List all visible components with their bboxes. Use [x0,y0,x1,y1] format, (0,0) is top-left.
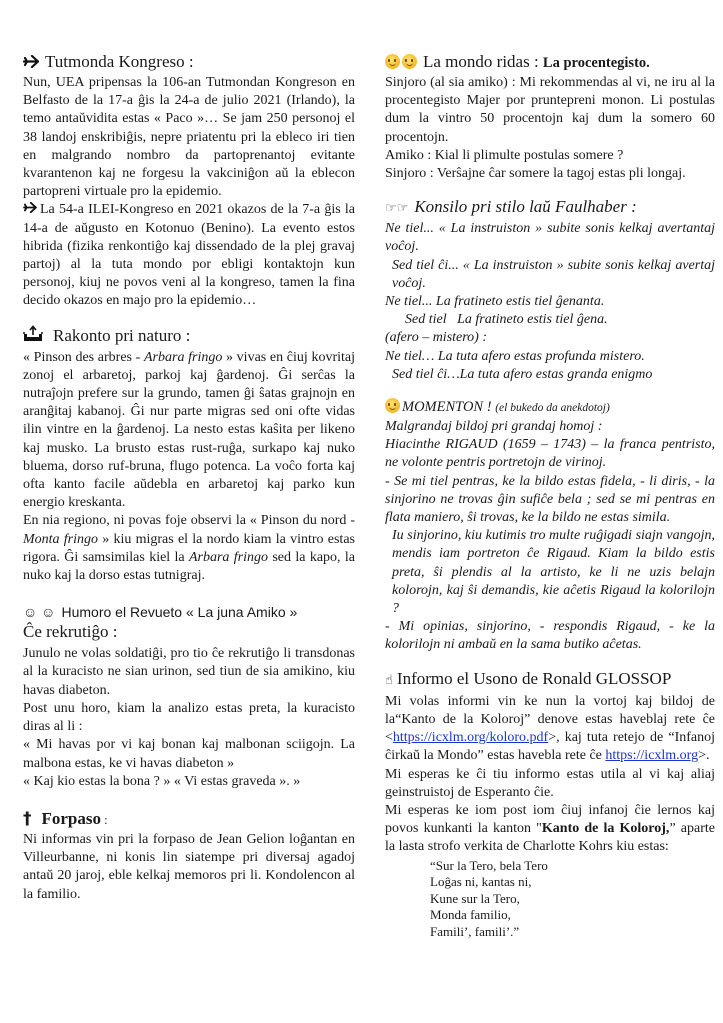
section-title: La mondo ridas : La procentegisto. [385,52,715,73]
ridas-line: Sinjoro (al sia amiko) : Mi rekommendas al vi, ne iru al la procentegisto Majer por pruntepreni monon. Li postulas dum la vintro 50 procentojn kaj dum la somero 60 procentojn. [385,75,715,145]
icxlm-site-link[interactable]: https://icxlm.org [605,748,699,764]
section-konsilo [385,197,715,384]
section-title: † Forpaso : [23,808,108,829]
poem [385,858,715,941]
poem-line: Monda familio, [430,907,511,923]
ridas-line: Sinjoro : Verŝajne ĉar somere la tagoj estas pli longaj. [385,166,686,182]
section-humoro [23,603,355,791]
momenton-line: - Se mi tiel pentras, ke la bildo estas fidela, - li diris, - la sinjorino ne trovas ĝin sufiĉe bela ; sed se mi pentras en flata maniero, ŝi trovas, ke la bildo ne estas simila. [385,473,715,526]
koloro-pdf-link[interactable]: https://icxlm.org/koloro.pdf [392,730,549,746]
humoro-header: ☺ ☺ Humoro el Revueto « La juna Amiko » [23,604,298,621]
ridas-line: Amiko : Kial li plimulte postulas somere ? [385,147,624,163]
section-naturo [23,325,355,586]
kongreso-paragraph-2: La 54-a ILEI-Kongreso en 2021 okazos de la 7-a ĝis la 14-a de aŭgusto en Kotonuo (Benino). La evento estos hibrida (fizika renkontiĝo kaj dissendado de la plej gravaj partoj) al la tuta mondo por ebligi kontaktojn kun personoj, kiuj ne povos veni al la kongreso, tamen la fina decido okazos en majo pro la epidemio… [23,202,355,309]
section-title: MOMENTON ! (el bukedo da anekdotoj) [385,398,715,418]
humoro-line: « Kaj kio estas la bona ? » « Vi estas graveda ». » [23,773,301,789]
kongreso-paragraph-1: Nun, UEA pripensas la 106-an Tutmondan Kongreson en Belfasto de la 17-a ĝis la 24-a de julio 2021 (Irlando), la temo antaŭvidita estas « Paco »… Se jam 250 personoj el 38 landoj enskribiĝis, nepre priatentu pri la ebleco iri tien en malgrando nombro da partoprenantoj evitante kvarantenon kaj ne forgesu la vakciniĝon aŭ la eblecon partopreni virtuale pro la epidemio. [23,75,355,200]
poem-line: Famili’, famili’.” [430,923,520,939]
momenton-line: - Mi opinias, sinjorino, - respondis Rigaud, - ke la kolorilojn ni ambaŭ en la sama butiko aĉetas. [385,619,715,653]
humoro-line: Junulo ne volas soldatiĝi, pro tio ĉe rekrutiĝo li transdonas al la kuracisto ne sian urinon, sed tiun de sia amikino, kiu havas diabeton. [23,646,355,698]
informo-paragraph-1: Mi volas informi vin ke nun la vortoj kaj bildoj de la“Kanto de la Koloroj” denove estas haveblaj rete ĉe <https://icxlm.org/koloro.pdf>, kaj tuta retejo de “Infanoj ĉirkaŭ la Mondo” estas havebla rete ĉe https://icxlm.org>. [385,693,715,764]
inbox-tray-icon [23,325,43,347]
informo-paragraph-3: Mi esperas ke iom post iom ĉiuj infanoj ĉie lernos kaj povos kunkanti la kanton "Kanto de la Koloroj,” aparte la lasta strofo verkita de Charlotte Kohrs kiu estas: [385,802,715,855]
humoro-line: Post unu horo, kiam la analizo estas preta, la kuracisto diras al li : [23,700,355,735]
konsilo-line: Ne tiel… La tuta afero estas profunda mistero. [385,348,645,364]
informo-paragraph-2: Mi esperas ke ĉi tiu informo estas utila al vi kaj aliaj geinstruistoj de Esperanto ĉie. [385,766,715,800]
pointing-hand-icon: ☞☞ [385,200,409,216]
smiley-outline-icon: ☺ ☺ [23,604,56,621]
poem-line: Kune sur la Tero, [430,890,520,906]
konsilo-line: Sed tiel ĉi... « La instruiston » subite sonis kelkaj avertaj voĉoj. [392,257,715,291]
airplane-icon [23,53,39,73]
naturo-paragraph-2: En nia regiono, ni povas foje observi la « Pinson du nord - Monta fringo » kiu migras el la nordo kiam la vintro estas rigora. Ĝi samsimilas kiel la Arbara fringo sed la kapo, la nuko kaj la dorso estas tutnigraj. [23,513,355,584]
section-title: ☝ Informo el Usono de Ronald GLOSSOP [385,668,672,688]
left-column [23,52,355,920]
dagger-cross-icon: † [23,808,32,829]
konsilo-line: Ne tiel... « La instruiston » subite sonis kelkaj avertantaj voĉoj. [385,221,715,255]
humoro-line: « Mi havas por vi kaj bonan kaj malbonan sciigojn. La malbona estas, ke vi havas diabeton » [23,737,355,771]
section-momenton [385,398,715,655]
section-forpaso [23,809,355,904]
poem-line: Loĝas ni, kantas ni, [430,874,532,890]
momenton-line: Iu sinjorino, kiu kutimis tro multe ruĝigadi siajn vangojn, mendis iam portreton ĉe Rigaud. Kiam la bildo estis preta, ŝi plendis al la artisto, ke li ne uzis belajn kolorojn, kaj ŝi demandis, kie aĉetis Rigaud la kolorilojn ? [392,528,715,617]
smiley-icon [385,54,400,69]
konsilo-line: Sed tiel ĉi…La tuta afero estas granda enigmo [392,366,653,382]
smiley-icon [402,54,417,69]
hand-pointer-icon: ☝ [385,672,393,688]
section-ridas [385,52,715,183]
airplane-icon [23,201,37,219]
section-title: ☞☞ Konsilo pri stilo laŭ Faulhaber : [385,197,637,217]
konsilo-line: Ne tiel... La fratineto estis tiel ĝenanta. [385,294,605,310]
konsilo-line: (afero – mistero) : [385,330,487,346]
section-informo [385,669,715,940]
naturo-paragraph-1: « Pinson des arbres - Arbara fringo » vivas en ĉiuj kovritaj zonoj el arbaretoj, parkoj kaj ĝardenoj. Ĝi serĉas la nutraĵojn prefere sur la grundo, tamen ĝi ŝatas grajnojn en aranĝitaj kabanoj. Ĝi nur parte migras sed oni ofte vidas ilin vintre en la ĝardenoj. La nesto estas kaŝita per likeno kaj musko. La brusto estas rust-ruĝa, surkapo kaj nuko bluema, dorso ruf-bruna, flugo potenca. La voĉo forta kaj ofta kanto facile aŭdebla en arbaretoj kaj parko kun energio kreskanta. [23,349,355,511]
momenton-line: Malgrandaj bildoj pri grandaj homoj : [385,419,603,435]
smiley-icon [385,398,400,413]
section-title: Rakonto pri naturo : [23,325,355,347]
right-column [385,52,715,956]
section-kongreso [23,52,355,311]
section-title: Tutmonda Kongreso : [23,52,355,73]
momenton-line: Hiacinthe RIGAUD (1659 – 1743) – la franca pentristo, ne volonte pentris portretojn de virinoj. [385,437,715,471]
poem-line: “Sur la Tero, bela Tero [430,857,548,873]
humoro-title: Ĉe rekrutiĝo : [23,622,118,642]
konsilo-line: Sed tiel La fratineto estis tiel ĝena. [405,312,608,328]
forpaso-text: Ni informas vin pri la forpaso de Jean Gelion loĝantan en Villeurbanne, ni konis lin siatempe pri diversaj agadoj antaŭ 20 jaroj, eble kelkaj memoros pri li. Kondolencon al la familio. [23,831,355,902]
